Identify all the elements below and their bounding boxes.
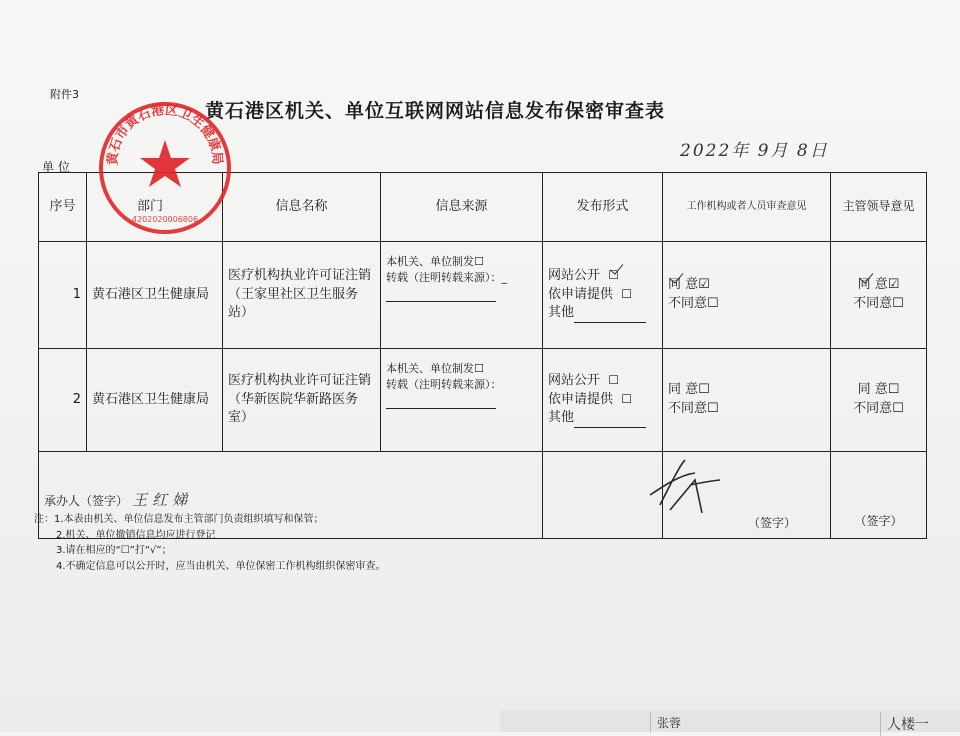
row-publish — [543, 242, 663, 349]
handler-signature: 王红娣 — [132, 491, 193, 510]
source-reprint: 转载（注明转载来源）： — [386, 377, 502, 391]
table-row — [39, 349, 927, 452]
form-title: 黄石港区机关、单位互联网网站信息发布保密审查表 — [205, 100, 666, 122]
leader-agree-option[interactable]: 同 意☑ — [858, 276, 900, 295]
note-line: 注：1.本表由机关、单位信息发布主管部门负责组织填写和保管； — [34, 514, 324, 525]
publish-request-checkbox[interactable]: ☐ — [621, 286, 633, 301]
publish-request-label: 依申请提供 — [548, 286, 614, 302]
underlying-paper-text: 张蓉 — [650, 712, 687, 733]
review-agree-option[interactable]: 同 意☑ — [668, 276, 710, 295]
publish-other-line — [574, 414, 646, 428]
row-source — [381, 242, 543, 349]
date-handwritten: 2022年 9月 8日 — [680, 141, 829, 161]
official-seal-stamp — [95, 98, 235, 238]
review-disagree-option[interactable]: 不同意☐ — [668, 401, 719, 416]
row-review — [663, 242, 831, 349]
note-line: 3.请在相应的“☐”打“√”； — [56, 545, 172, 556]
publish-request-checkbox[interactable]: ☐ — [621, 391, 633, 406]
leader-agree-option[interactable]: 同 意☐ — [857, 382, 900, 398]
header-seq: 序号 — [39, 173, 87, 242]
leader-sign-cell — [831, 452, 927, 539]
review-agree-option[interactable]: 同 意☐ — [668, 382, 710, 398]
svg-text:4202020006806: 4202020006806 — [131, 215, 199, 224]
review-sign-label: （签字） — [747, 516, 796, 531]
header-info-name: 信息名称 — [223, 173, 381, 242]
header-dept: 部门 — [87, 173, 223, 242]
row-leader — [831, 242, 927, 349]
row-review — [663, 349, 831, 452]
header-review: 工作机构或者人员审查意见 — [663, 173, 831, 242]
publish-site-checkbox[interactable]: ☐ — [608, 372, 620, 387]
source-blank-line — [386, 288, 496, 302]
review-disagree-option[interactable]: 不同意☐ — [668, 296, 719, 311]
row-dept: 黄石港区卫生健康局 — [87, 242, 223, 349]
handler-label: 承办人（签字） — [44, 494, 129, 509]
reviewer-signature-scribble — [640, 455, 730, 517]
row-leader — [831, 349, 927, 452]
source-self: 本机关、单位制发☐ — [386, 255, 484, 268]
row-info-name: 医疗机构执业许可证注销（王家里社区卫生服务站） — [223, 242, 381, 349]
note-line: 4.不确定信息可以公开时，应当由机关、单位保密工作机构组织保密审查。 — [56, 560, 386, 572]
source-self: 本机关、单位制发☐ — [386, 362, 484, 375]
publish-other-label: 其他 — [548, 410, 575, 426]
publish-site-label: 网站公开 — [548, 267, 601, 283]
publish-site-label: 网站公开 — [548, 372, 601, 388]
row-seq: 2 — [39, 349, 87, 452]
svg-text:黄石市黄石港区卫生健康局: 黄石市黄石港区卫生健康局 — [105, 102, 225, 166]
row-dept: 黄石港区卫生健康局 — [87, 349, 223, 452]
table-row — [39, 242, 927, 349]
publish-request-label: 依申请提供 — [548, 391, 614, 407]
header-publish: 发布形式 — [543, 173, 663, 242]
header-leader: 主管领导意见 — [831, 173, 927, 242]
row-seq: 1 — [39, 242, 87, 349]
leader-sign-label: （签字） — [854, 514, 903, 529]
footnotes — [34, 512, 386, 574]
row-publish — [543, 349, 663, 452]
source-blank-line — [386, 395, 496, 409]
underlying-paper-text: 人楼一 — [880, 712, 935, 736]
publish-other-line — [574, 309, 646, 323]
publish-site-checkbox-checked[interactable]: ☐ — [608, 267, 619, 284]
source-reprint: 转载（注明转载来源）：_ — [386, 270, 507, 284]
row-source — [381, 349, 543, 452]
leader-disagree-option[interactable]: 不同意☐ — [853, 296, 904, 311]
attachment-label: 附件3 — [50, 88, 79, 101]
row-info-name: 医疗机构执业许可证注销（华新医院华新路医务室） — [223, 349, 381, 452]
note-line: 2.机关、单位撤销信息均应进行登记 — [56, 529, 216, 541]
leader-disagree-option[interactable]: 不同意☐ — [853, 401, 904, 416]
publish-other-label: 其他 — [548, 305, 575, 321]
header-source: 信息来源 — [381, 173, 543, 242]
unit-label: 单 位 — [42, 160, 70, 174]
